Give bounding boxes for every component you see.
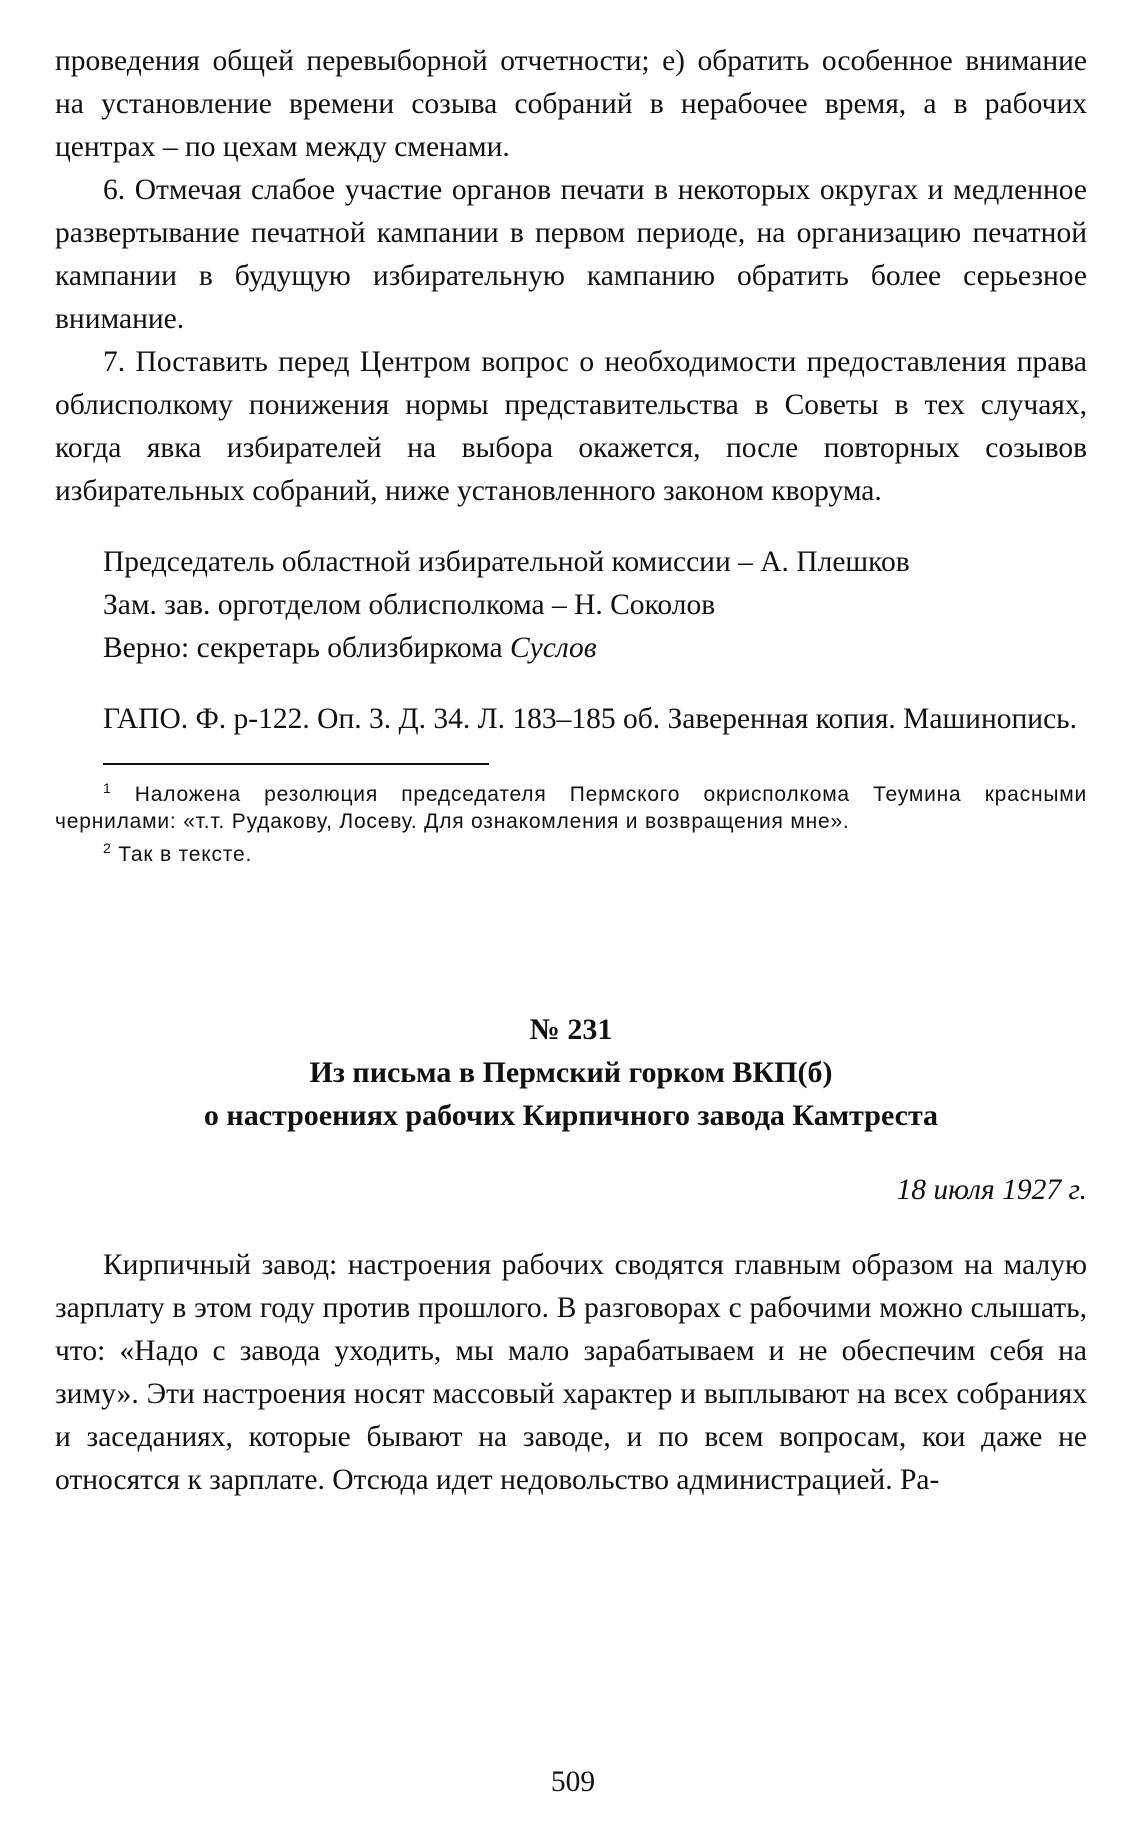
document-body: Кирпичный завод: настроения рабочих сводятся главным образом на малую зарплату в этом году против прошлого. В разговорах с рабочими можно слышать, что: «Надо с завода уходить, мы мало зарабатываем и не обеспечим себя на зиму». Эти настроения носят массовый характер и выплывают на всех собраниях и заседаниях, которые бывают на заводе, и по всем вопросам, кои даже не относятся к зарплате. Отсюда идет недовольство администрацией. Ра- <box>55 1249 1087 1496</box>
archive-reference-text: ГАПО. Ф. р-122. Оп. 3. Д. 34. Л. 183–185 об. Заверенная копия. Машинопись. <box>103 703 1078 735</box>
document-title-line-1: Из письма в Пермский горком ВКП(б) <box>309 1056 833 1089</box>
footnote-divider <box>103 763 489 765</box>
archive-reference <box>55 698 1087 741</box>
item-6-paragraph: 6. Отмечая слабое участие органов печати в некоторых округах и медленное развертывание печатной кампании в первом периоде, на организацию печатной кампании в будущую избирательную кампанию обратить более серьезное внимание. <box>55 174 1087 335</box>
footnote-2 <box>55 835 1087 868</box>
verified-name: Суслов <box>509 632 597 664</box>
verified-signature <box>103 627 1087 670</box>
footnotes <box>55 775 1087 868</box>
document-heading <box>55 1008 1087 1137</box>
footnote-1-text: Наложена резолюция председателя Пермского окрисполкома Теумина красными чернилами: «т.т. Рудакову, Лосеву. Для ознакомления и возвращения мне». <box>55 783 1087 833</box>
verified-prefix: Верно: секретарь облизбиркома <box>103 632 510 664</box>
continuation-paragraph: проведения общей перевыборной отчетности; е) обратить особенное внимание на установление времени созыва собраний в нерабочее время, а в рабочих центрах – по цехам между сменами. <box>55 45 1087 163</box>
document-date: 18 июля 1927 г. <box>896 1174 1087 1206</box>
footnote-1 <box>55 775 1087 835</box>
signature-block <box>55 541 1087 670</box>
document-number: № 231 <box>529 1013 613 1046</box>
page-number: 509 <box>550 1766 596 1798</box>
document-title-line-2: о настроениях рабочих Кирпичного завода Камтреста <box>203 1099 939 1132</box>
footnote-2-text: Так в тексте. <box>118 843 253 866</box>
item-7-paragraph: 7. Поставить перед Центром вопрос о необходимости предоставления права облисполкому понижения нормы представительства в Советы в тех случаях, когда явка избирателей на выбора окажется, после повторных созывов избирательных собраний, ниже установленного законом кворума. <box>55 346 1087 507</box>
chairman-signature: Председатель областной избирательной комиссии – А. Плешков <box>103 546 910 578</box>
document-page <box>55 40 1087 1502</box>
footnote-2-mark: 2 <box>103 840 112 856</box>
footnote-1-mark: 1 <box>103 780 112 796</box>
deputy-signature: Зам. зав. орготделом облисполкома – Н. Соколов <box>103 589 716 621</box>
